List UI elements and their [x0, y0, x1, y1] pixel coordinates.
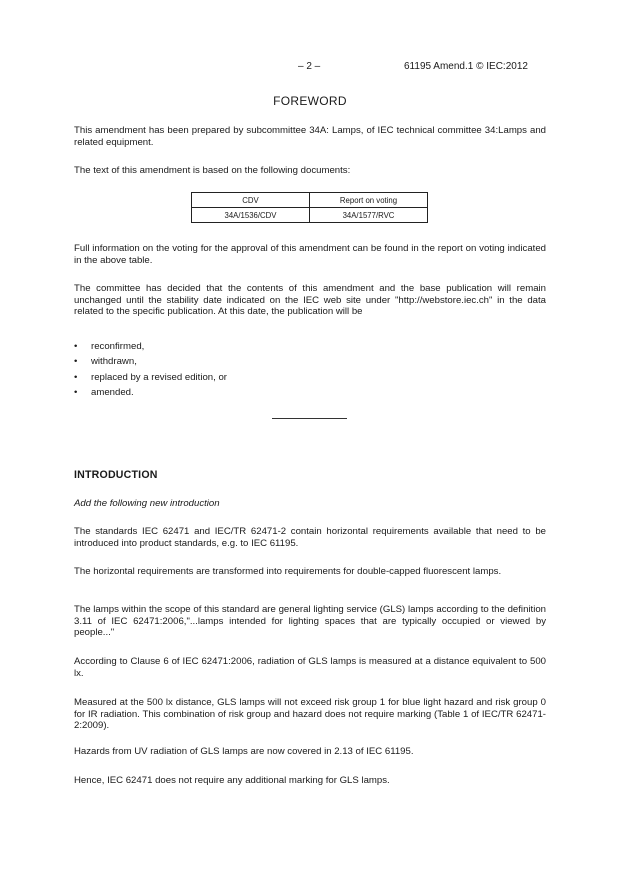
foreword-paragraph-1: This amendment has been prepared by subcommittee 34A: Lamps, of IEC technical committee 34:Lamps and related equipment. [74, 125, 546, 148]
list-item [74, 356, 227, 371]
page-number: – 2 – [298, 61, 321, 72]
foreword-paragraph-4: The committee has decided that the contents of this amendment and the base publication will remain unchanged until the stability date indicated on the IEC web site under "http://webstore.iec.ch" in the data related to the specific publication. At this date, the publication will be [74, 283, 546, 318]
introduction-paragraph-3: The lamps within the scope of this standard are general lighting service (GLS) lamps according to the definition 3.11 of IEC 62471:2006,"...lamps intended for lighting spaces that are typically occupied or viewed by people..." [74, 604, 546, 639]
table-row [192, 208, 428, 223]
introduction-paragraph-7: Hence, IEC 62471 does not require any additional marking for GLS lamps. [74, 775, 390, 786]
foreword-paragraph-2: The text of this amendment is based on the following documents: [74, 165, 351, 176]
table-cell: 34A/1536/CDV [192, 208, 310, 223]
introduction-paragraph-2: The horizontal requirements are transformed into requirements for double-capped fluorescent lamps. [74, 566, 502, 577]
introduction-paragraph-5: Measured at the 500 lx distance, GLS lamps will not exceed risk group 1 for blue light hazard and risk group 0 for IR radiation. This combination of risk group and hazard does not require marking (Table 1 of IEC/TR 62471-2:2009). [74, 697, 546, 732]
introduction-instruction: Add the following new introduction [74, 498, 220, 509]
section-divider [272, 418, 347, 419]
list-item [74, 341, 227, 356]
foreword-paragraph-3: Full information on the voting for the approval of this amendment can be found in the report on voting indicated in the above table. [74, 243, 546, 266]
document-reference: 61195 Amend.1 © IEC:2012 [404, 61, 528, 72]
list-item [74, 387, 227, 402]
list-item-text: amended. [91, 386, 134, 398]
introduction-title: INTRODUCTION [74, 469, 158, 481]
foreword-title: FOREWORD [273, 94, 347, 108]
introduction-paragraph-6: Hazards from UV radiation of GLS lamps are now covered in 2.13 of IEC 61195. [74, 746, 414, 757]
table-cell: 34A/1577/RVC [310, 208, 428, 223]
bullet-icon: • [74, 356, 78, 368]
documents-table [191, 192, 428, 223]
list-item-text: withdrawn, [91, 356, 137, 368]
list-item [74, 372, 227, 387]
table-header-row [192, 193, 428, 208]
bullet-icon: • [74, 386, 78, 398]
list-item-text: replaced by a revised edition, or [91, 371, 227, 383]
introduction-paragraph-4: According to Clause 6 of IEC 62471:2006, radiation of GLS lamps is measured at a distance equivalent to 500 lx. [74, 656, 546, 679]
table-header-cell: Report on voting [310, 193, 428, 208]
bullet-icon: • [74, 341, 78, 352]
publication-options-list [74, 341, 227, 402]
introduction-paragraph-1: The standards IEC 62471 and IEC/TR 62471-2 contain horizontal requirements available that need to be introduced into product standards, e.g. to IEC 61195. [74, 526, 546, 549]
table-header-cell: CDV [192, 193, 310, 208]
list-item-text: reconfirmed, [91, 341, 145, 352]
bullet-icon: • [74, 371, 78, 383]
